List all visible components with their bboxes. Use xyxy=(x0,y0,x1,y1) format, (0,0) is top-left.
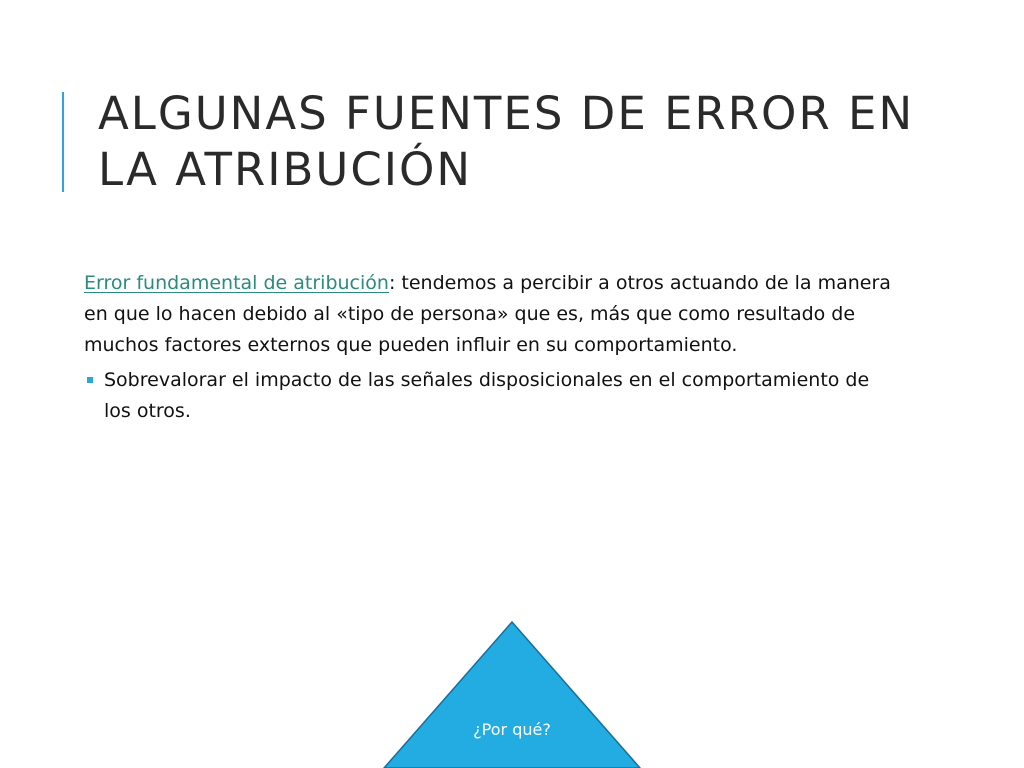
square-bullet-icon xyxy=(87,377,93,383)
bullet-text: Sobrevalorar el impacto de las señales disposicionales en el comportamiento de los otros. xyxy=(104,369,870,422)
por-que-triangle-button[interactable] xyxy=(382,620,642,768)
intro-paragraph-text: : tendemos a percibir a otros actuando de la manera en que lo hacen debido al «tipo de persona» que es, más que como resultado de muchos factores externos que pueden influir en su comportamiento. xyxy=(84,272,891,356)
bullet-item xyxy=(84,365,894,427)
intro-paragraph xyxy=(84,268,894,361)
slide-body xyxy=(84,268,894,427)
title-accent-bar xyxy=(62,92,64,192)
triangle-button-label: ¿Por qué? xyxy=(473,720,551,739)
attribution-error-link[interactable]: Error fundamental de atribución xyxy=(84,272,389,294)
triangle-shape xyxy=(382,620,642,768)
slide-title: ALGUNAS FUENTES DE ERROR EN LA ATRIBUCIÓN xyxy=(98,87,915,196)
